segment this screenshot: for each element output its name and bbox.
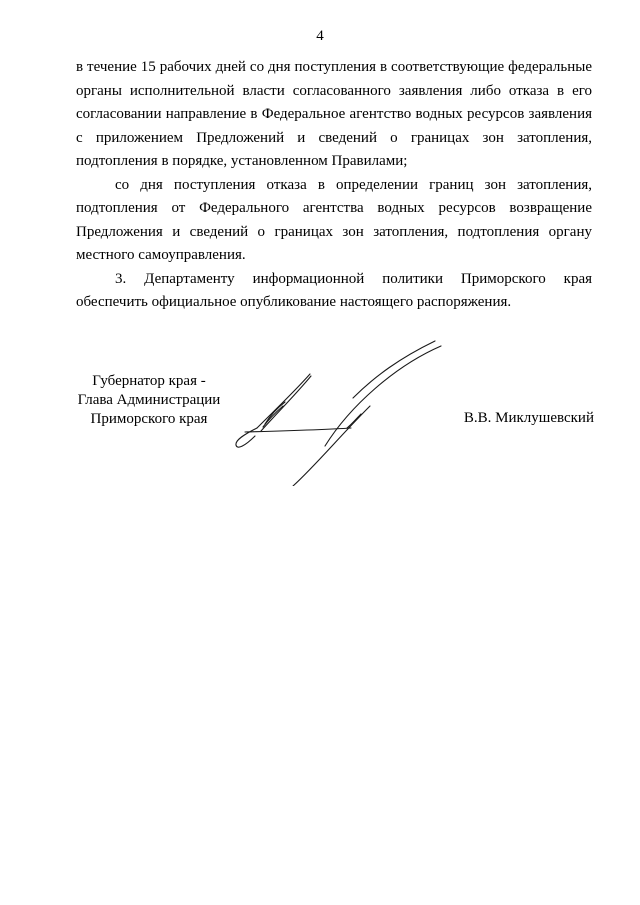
signer-title bbox=[74, 372, 224, 429]
page-number: 4 bbox=[316, 28, 324, 44]
handwritten-signature bbox=[225, 336, 450, 486]
signer-title-line-1: Губернатор края - bbox=[92, 373, 206, 389]
signer-name: В.В. Миклушевский bbox=[463, 410, 594, 426]
paragraph-refusal-return: со дня поступления отказа в определении границ зон затопления, подтопления от Федерального агентства водных ресурсов возвращение Предложения и сведений о границах зон затопления, подтопления органу местного самоуправления. bbox=[76, 176, 592, 263]
document-body bbox=[76, 56, 592, 315]
paragraph-item-3-publication: 3. Департаменту информационной политики Приморского края обеспечить официальное опубликование настоящего распоряжения. bbox=[76, 270, 592, 310]
paragraph-continuation: в течение 15 рабочих дней со дня поступления в соответствующие федеральные органы исполнительной власти согласованного заявления либо отказа в его согласовании направление в Федеральное агентство водных ресурсов заявления с приложением Предложений и сведений о границах зон затопления, подтопления в порядке, установленном Правилами; bbox=[76, 59, 592, 169]
signer-title-line-2: Глава Администрации bbox=[77, 392, 221, 408]
signer-title-line-3: Приморского края bbox=[90, 411, 208, 427]
signature-block bbox=[0, 370, 640, 500]
